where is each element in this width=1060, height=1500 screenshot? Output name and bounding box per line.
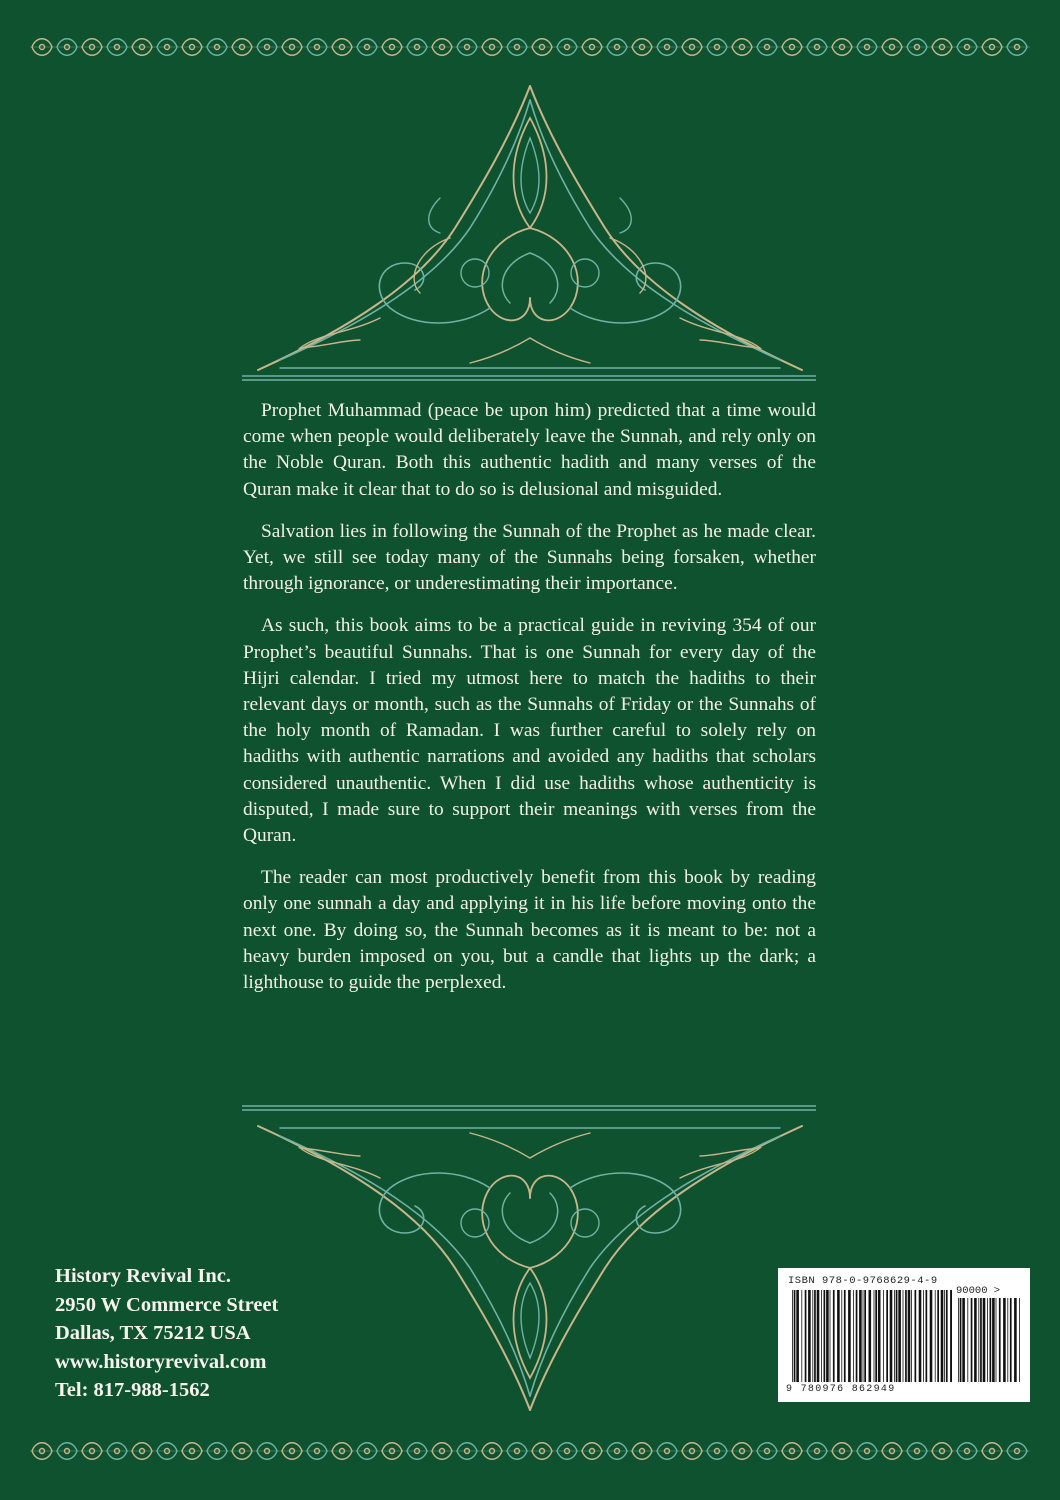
barcode-addon-bars-icon [958, 1298, 1022, 1382]
blurb-paragraph-2: Salvation lies in following the Sunnah of the Prophet as he made clear. Yet, we still see today many of the Sunnahs being forsaken, whether through ignorance, or underestimating their importance. [243, 520, 816, 595]
publisher-street: 2950 W Commerce Street [55, 1293, 279, 1316]
filigree-border-top-icon [30, 32, 1030, 62]
publisher-phone: Tel: 817-988-1562 [55, 1379, 210, 1401]
isbn-label: ISBN 978-0-9768629-4-9 [788, 1275, 938, 1287]
blurb-paragraph-1: Prophet Muhammad (peace be upon him) predicted that a time would come when people would deliberately leave the Sunnah, and rely only on the Noble Quran. Both this authentic hadith and many verses of the Quran make it clear that to do so is delusional and misguided. [243, 400, 816, 500]
filigree-border-bottom-icon [30, 1436, 1030, 1466]
blurb-paragraph-4: The reader can most productively benefit from this book by reading only one sunnah a day and applying it in his life before moving onto the next one. By doing so, the Sunnah becomes as it is meant to be: not a heavy burden imposed on you, but a candle that lights up the dark; a lighthouse to guide the perplexed. [243, 867, 816, 994]
ean-digits: 9 780976 862949 [786, 1384, 896, 1395]
barcode-bars-icon [792, 1290, 952, 1382]
publisher-address [55, 1262, 278, 1405]
arabesque-ornament-bottom-icon [240, 1108, 820, 1418]
publisher-city: Dallas, TX 75212 USA [55, 1322, 251, 1344]
publisher-website[interactable]: www.historyrevival.com [55, 1350, 267, 1373]
arabesque-ornament-top-icon [240, 78, 820, 388]
publisher-name: History Revival Inc. [55, 1265, 231, 1287]
price-code: 90000 > [956, 1285, 1001, 1297]
divider-rule-top [242, 374, 816, 382]
blurb-paragraph-3: As such, this book aims to be a practical guide in reviving 354 of our Prophet’s beautiful Sunnahs. That is one Sunnah for every day of the Hijri calendar. I tried my utmost here to match the hadiths to their relevant days or month, such as the Sunnahs of Friday or the Sunnahs of the holy month of Ramadan. I was further careful to solely rely on hadiths with authentic narrations and avoided any hadiths that scholars considered unauthentic. When I did use hadiths whose authenticity is disputed, I made sure to support their meanings with verses from the Quran. [243, 615, 816, 847]
isbn-barcode [778, 1268, 1030, 1402]
back-cover-blurb [243, 398, 816, 1012]
